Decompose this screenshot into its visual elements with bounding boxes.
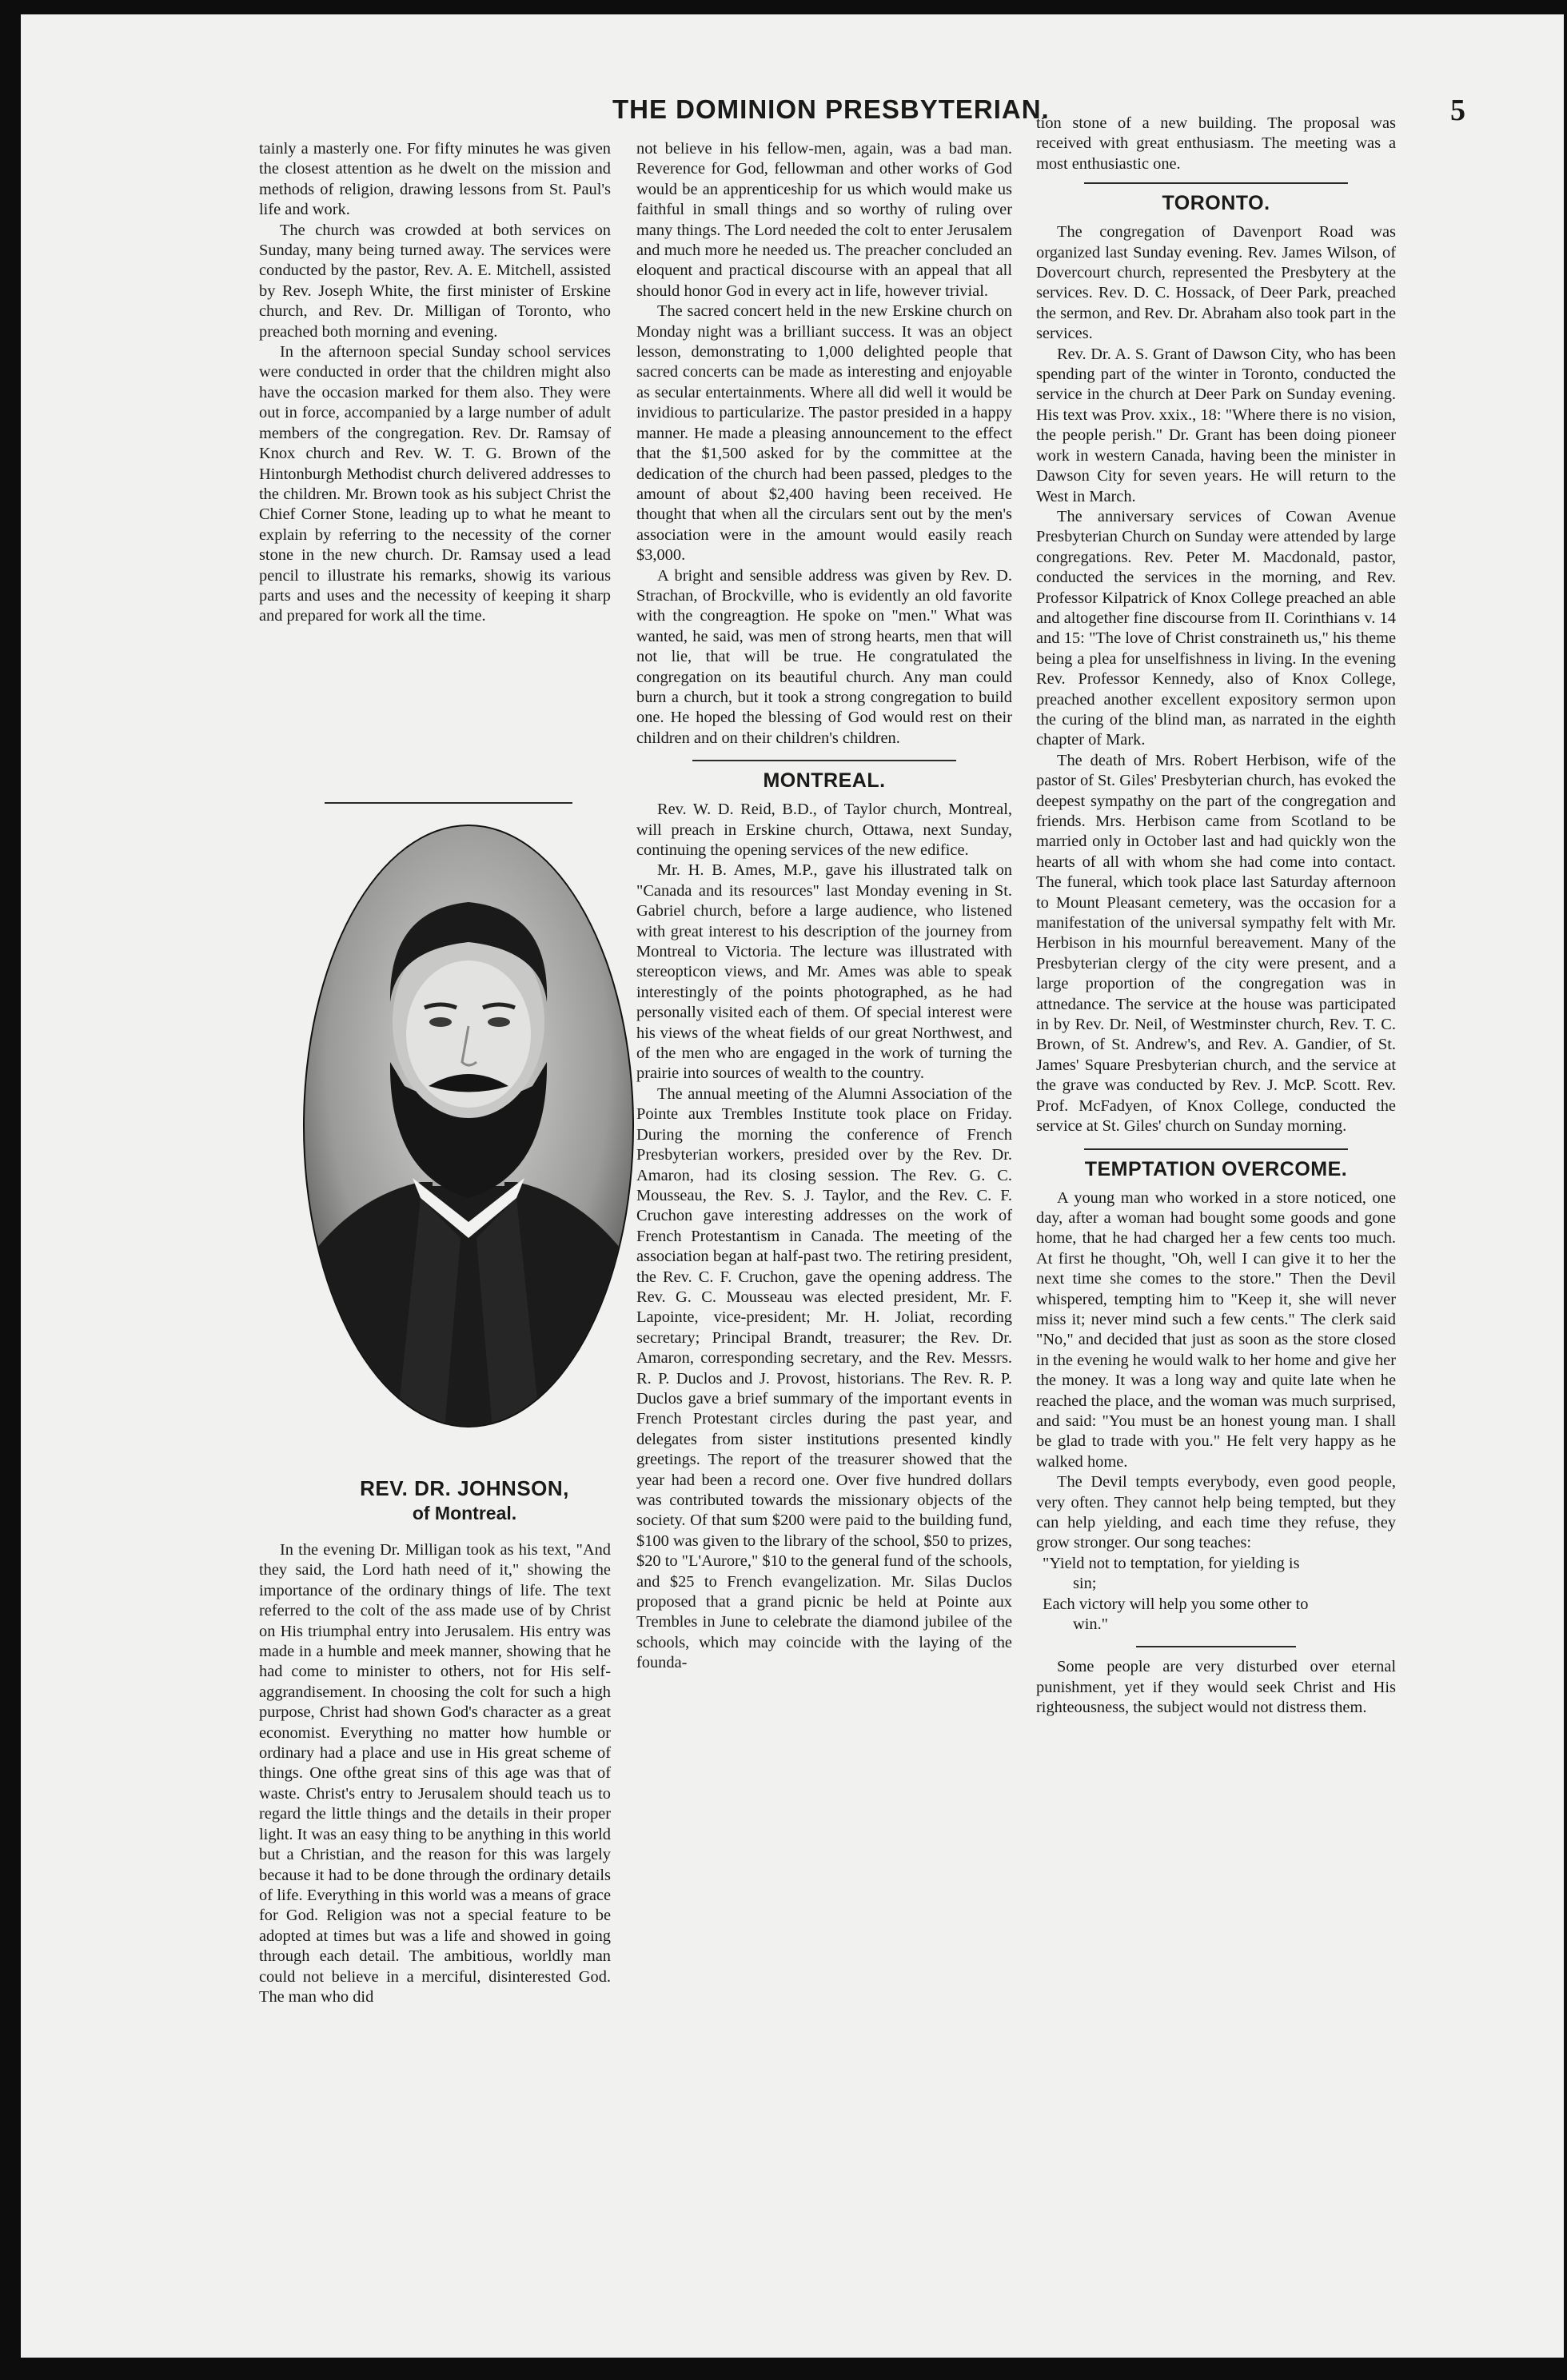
paragraph: tion stone of a new building. The proposal was received with great enthusiasm. The meeting was a most enthusiastic one.	[1036, 114, 1396, 173]
section-rule	[1136, 1646, 1296, 1647]
paragraph: In the afternoon special Sunday school services were conducted in order that the children might also have the occasion marked for them also. They were out in force, accompanied by a large number of adult members of the congregation. Rev. Dr. Ramsay of Knox church and Rev. W. T. G. Brown of the Hintonburgh Methodist church delivered addresses to the children. Mr. Brown took as his subject Christ the Chief Corner Stone, leading up to what he meant to explain by referring to the necessity of the corner stone in the new church. Dr. Ramsay used a lead pencil to illustrate his remarks, showig its various parts and uses and the necessity of keeping it sharp and prepared for work all the time.	[259, 343, 611, 625]
paragraph: The sacred concert held in the new Erskine church on Monday night was a brilliant success. It was an object lesson, demonstrating to 1,000 delighted people that sacred concerts can be made as interesting and enjoyable as secular entertainments. Where all did well it would be invidious to particularize. The pastor presided in a happy manner. He made a pleasing announcement to the effect that the $1,500 asked for by the committee at the dedication of the church had been passed, pledges to the amount of about $2,400 having been received. He thought that when all the circulars sent out by the men's association were in the amount would easily reach $3,000.	[636, 302, 1012, 565]
section-heading-montreal: MONTREAL.	[763, 769, 886, 793]
verse-line: sin;	[1073, 1575, 1097, 1593]
section-rule	[1084, 1148, 1348, 1150]
paragraph: A bright and sensible address was given by Rev. D. Strachan, of Brockville, who is evidently an old favorite with the congreagtion. He spoke on "men." What was wanted, he said, was men of strong hearts, men that will not lie, that will be true. He congratulated the congregation on its beautiful church. Any man could burn a church, but it took a strong congregation to build one. He hoped the blessing of God would rest on their children and on their children's children.	[636, 566, 1012, 747]
paragraph: not believe in his fellow-men, again, was a bad man. Reverence for God, fellowman and other works of God would be an apprenticeship for us which would make us faithful in small things and so worthy of ruling over many things. The Lord needed the colt to enter Jerusalem and much more he needed us. The preacher concluded an eloquent and practical discourse with an appeal that all should honor God in every act in life, however trivial.	[636, 140, 1012, 300]
column-1-top	[259, 139, 611, 627]
paragraph: The church was crowded at both services on Sunday, many being turned away. The services were conducted by the pastor, Rev. A. E. Mitchell, assisted by Rev. Joseph White, the first minister of Erskine church, and Rev. Dr. Milligan of Toronto, who preached both morning and evening.	[259, 221, 611, 341]
paragraph: In the evening Dr. Milligan took as his text, "And they said, the Lord hath need of it," showing the importance of the ordinary things of life. The text referred to the colt of the ass made use of by Christ on His triumphal entry into Jerusalem. His entry was made in a humble and meek manner, showing that he had come to minister to others, not for His self-aggrandisement. In choosing the colt for such a high purpose, Christ had shown God's character as a great economist. Everything no matter how humble or ordinary had a place and use in His great scheme of things. One ofthe great sins of this age was that of waste. Christ's entry to Jerusalem should teach us to regard the little things and the details in their proper light. It was an easy thing to be anything in this world but a Christian, and the reason for this was largely because it had to be done through the ordinary details of life. Everything in this world was a means of grace for God. Religion was not a special feature to be adopted at times but was a life and showed in going through each detail. The ambitious, worldly man could not believe in a merciful, disinterested God. The man who did	[259, 1541, 611, 2006]
paragraph: tainly a masterly one. For fifty minutes he was given the closest attention as he dwelt on the mission and methods of religion, drawing lessons from St. Paul's life and work.	[259, 140, 611, 219]
caption-place: of Montreal.	[412, 1503, 517, 1523]
portrait-caption	[317, 1476, 612, 1524]
paragraph: A young man who worked in a store noticed, one day, after a woman had bought some goods and gone home, that he had charged her a few cents too much. At first he thought, "Oh, well I can give it to her the next time she comes to the store." Then the Devil whispered, tempting him to "Keep it, she will never miss it; never mind such a few cents." The clerk said "No," and decided that just as soon as the store closed in the evening he would walk to her home and give her the money. It was a long way and quite late when he reached the place, and the woman was much surprised, and said: "You must be an honest young man. I shall be glad to trade with you." He felt very happy as he walked home.	[1036, 1188, 1396, 1471]
verse-line: win."	[1073, 1615, 1109, 1634]
verse-line: Each victory will help you some other to	[1043, 1595, 1309, 1613]
section-heading-toronto: TORONTO.	[1162, 192, 1270, 215]
newspaper-page	[21, 14, 1564, 2358]
paragraph: Mr. H. B. Ames, M.P., gave his illustrated talk on "Canada and its resources" last Monday evening in St. Gabriel church, before a large audience, who listened with great interest to his description of the journey from Montreal to Victoria. The lecture was illustrated with stereopticon views, and Mr. Ames was able to speak interestingly of the points photographed, as he had personally visited each of them. Of special interest were his views of the wheat fields of our great Northwest, and of the men who are engaged in the work of turning the prairie into sources of wealth to the country.	[636, 861, 1012, 1083]
paragraph: Rev. Dr. A. S. Grant of Dawson City, who has been spending part of the winter in Toronto, conducted the service in the church at Deer Park on Sunday evening. His text was Prov. xxix., 18: "Where there is no vision, the people perish." Dr. Grant has been doing pioneer work in western Canada, having been the minister in Dawson City for seven years. He will return to the West in March.	[1036, 345, 1396, 505]
column-1-bottom	[259, 1540, 611, 2007]
publication-title: THE DOMINION PRESBYTERIAN.	[612, 94, 1050, 124]
paragraph: Some people are very disturbed over eternal punishment, yet if they would seek Christ and His righteousness, the subject would not distress them.	[1036, 1658, 1396, 1717]
paragraph: The congregation of Davenport Road was organized last Sunday evening. Rev. James Wilson, of Dovercourt church, represented the Presbytery at the services. Rev. D. C. Hossack, of Deer Park, preached the sermon, and Rev. Dr. Abraham also took part in the services.	[1036, 223, 1396, 343]
section-rule	[692, 760, 956, 761]
portrait-photo	[301, 822, 636, 1430]
verse-line: "Yield not to temptation, for yielding is	[1043, 1554, 1300, 1572]
section-heading-temptation: TEMPTATION OVERCOME.	[1084, 1157, 1348, 1180]
paragraph: The anniversary services of Cowan Avenue Presbyterian Church on Sunday were attended by large congregations. Rev. Peter M. Macdonald, pastor, conducted the services in the morning, and Rev. Professor Kilpatrick of Knox College preached an able and altogether fine discourse from II. Corinthians v. 14 and 15: "The love of Christ constraineth us," his theme being a plea for unselfishness in living. In the evening Rev. Professor Kennedy, also of Knox College, preached another excellent expository sermon upon the curing of the blind man, as narrated in the eighth chapter of Mark.	[1036, 507, 1396, 749]
column-3	[1036, 114, 1396, 1719]
page-number: 5	[1450, 94, 1465, 127]
paragraph: The annual meeting of the Alumni Association of the Pointe aux Trembles Institute took place on Friday. During the morning the conference of French Presbyterian workers, presided over by the Rev. Dr. Amaron, had its closing session. The Rev. G. C. Mousseau, the Rev. S. J. Taylor, and the Rev. C. F. Cruchon gave interesting addresses on the work of French Protestantism in Canada. The meeting of the association began at half-past two. The retiring president, the Rev. C. F. Cruchon, gave the opening address. The Rev. G. C. Mousseau was elected president, Mr. F. Lapointe, vice-president; Mr. H. Joliat, recording secretary; Principal Brandt, treasurer; the Rev. Dr. Amaron, corresponding secretary, and the Rev. Messrs. R. P. Duclos and J. Provost, historians. The Rev. R. P. Duclos gave a brief summary of the important events in French Protestant circles during the past year, and delegates from sister institutions presented kindly greetings. The report of the treasurer showed that the year had been a record one. Over five hundred dollars was contributed towards the missionary objects of the society. Of that sum $200 were paid to the building fund, $100 was given to the library of the school, $50 to prizes, $20 to "L'Aurore," $10 to the general fund of the schools, and $25 to French evangelization. Mr. Silas Duclos proposed that a grand picnic be held at Pointe aux Trembles in June to celebrate the diamond jubilee of the schools, which may coincide with the laying of the founda-	[636, 1084, 1012, 1672]
section-rule	[325, 802, 572, 804]
caption-name: REV. DR. JOHNSON,	[360, 1476, 569, 1500]
paragraph: The death of Mrs. Robert Herbison, wife of the pastor of St. Giles' Presbyterian church, has evoked the deepest sympathy on the part of the congregation and friends. Mrs. Herbison came from Scotland to be married only in October last and had quickly won the hearts of all with whom she had come into contact. The funeral, which took place last Saturday afternoon to Mount Pleasant cemetery, was the occasion for a manifestation of the universal sympathy felt with Mr. Herbison in his mournful bereavement. Many of the Presbyterian clergy of the city were present, and a large proportion of the congregation was in attnedance. The service at the house was participated in by Rev. Dr. Neil, of Westminster church, Rev. T. C. Brown, of St. Andrew's, and Rev. A. Gandier, of St. James' Square Presbyterian church, and the service at the grave was conducted by Rev. J. McP. Scott. Rev. Prof. McFadyen, of Knox College, conducted the service at St. Giles' church on Sunday morning.	[1036, 751, 1396, 1136]
paragraph: Rev. W. D. Reid, B.D., of Taylor church, Montreal, will preach in Erskine church, Ottawa, next Sunday, continuing the opening services of the new edifice.	[636, 801, 1012, 859]
paragraph: The Devil tempts everybody, even good people, very often. They cannot help being tempted, but they can help yielding, and each time they refuse, they grow stronger. Our song teaches:	[1036, 1473, 1396, 1552]
section-rule	[1084, 182, 1348, 184]
column-2	[636, 139, 1012, 1674]
